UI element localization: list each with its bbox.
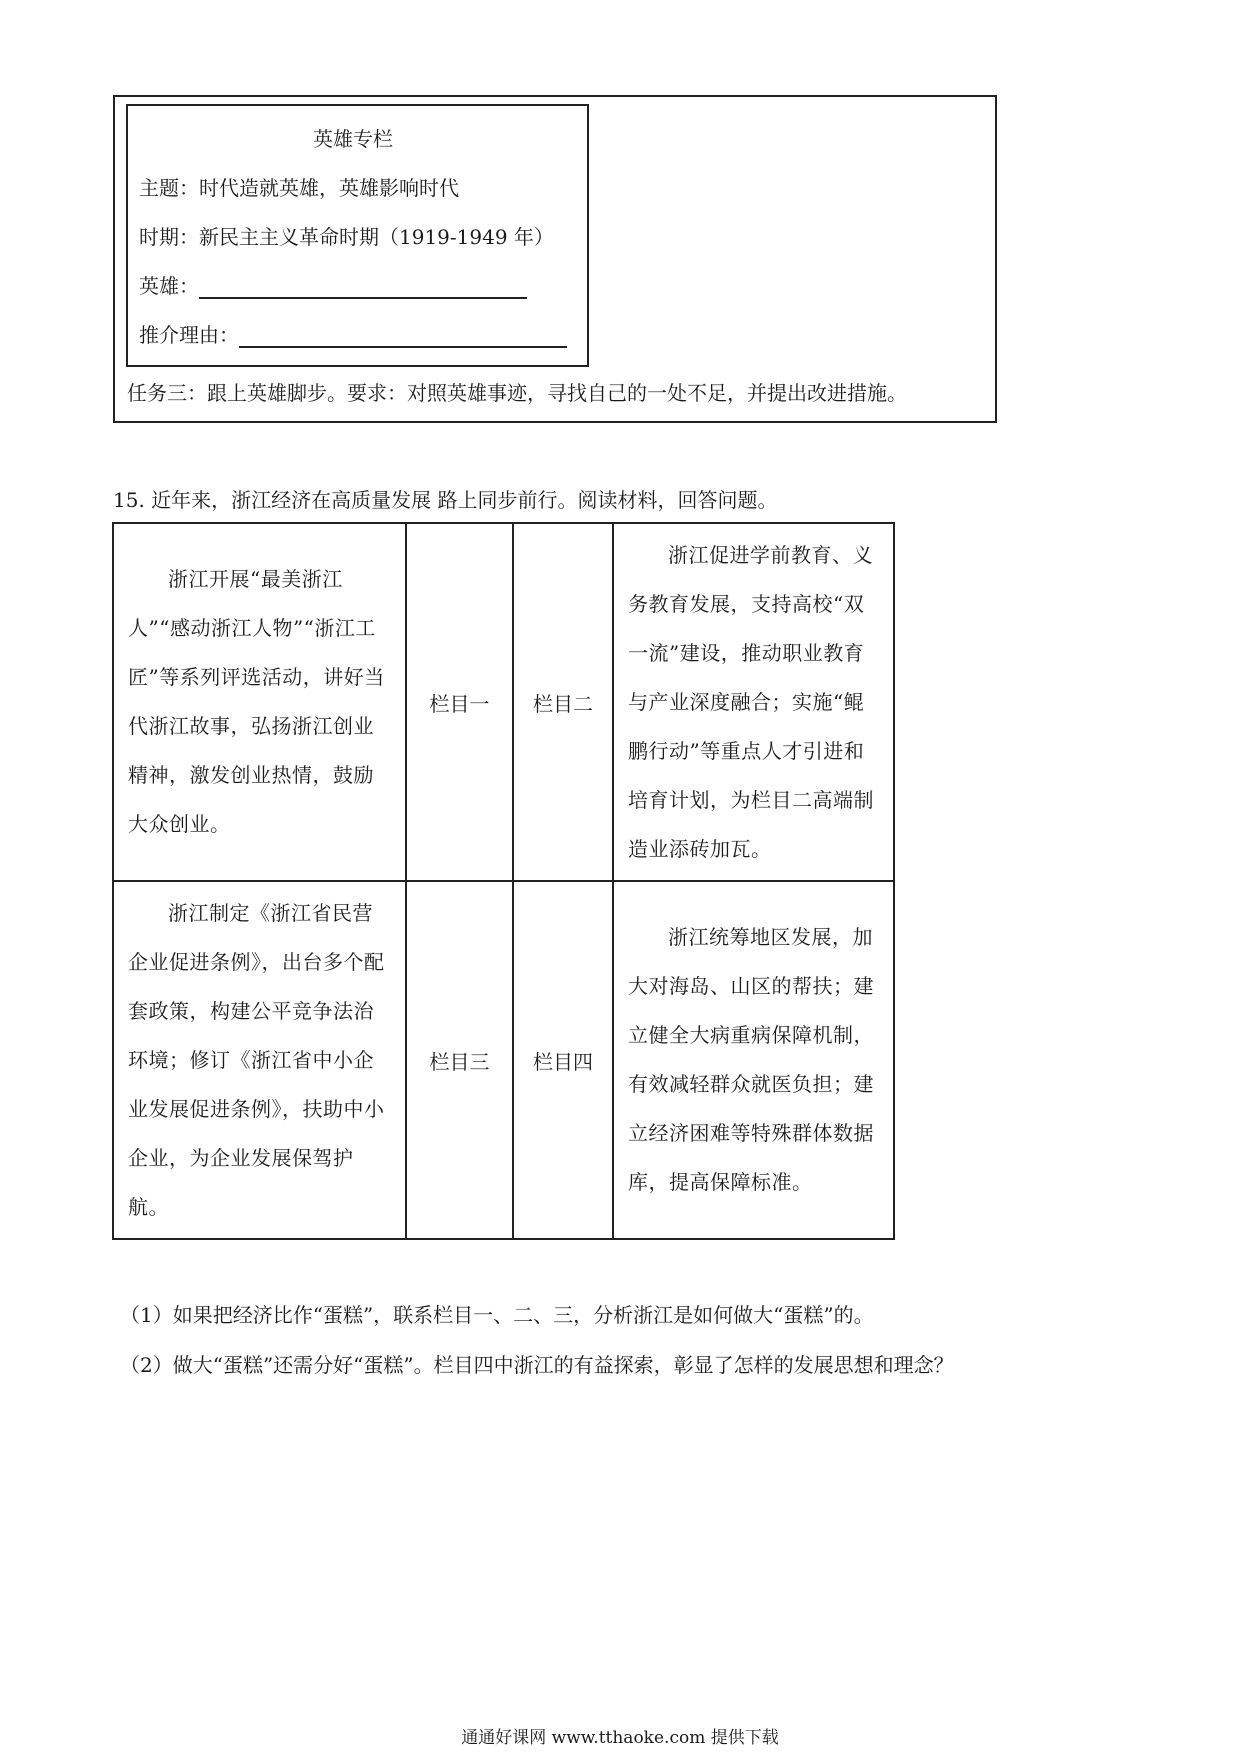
material-cell: 浙江促进学前教育、义务教育发展，支持高校“双一流”建设，推动职业教育与产业深度融合；实施“鲲鹏行动”等重点人才引进和培育计划，为栏目二高端制造业添砖加瓦。 — [613, 523, 894, 881]
column-label-cell: 栏目三 — [406, 881, 513, 1239]
table-row — [113, 523, 894, 881]
task-three-text: 任务三：跟上英雄脚步。要求：对照英雄事迹，寻找自己的一处不足，并提出改进措施。 — [127, 381, 907, 405]
reason-field-row — [139, 322, 567, 348]
reason-field-label: 推介理由： — [139, 323, 239, 347]
hero-column-title: 英雄专栏 — [313, 127, 393, 151]
material-table — [112, 522, 895, 1240]
footer-source: 通通好课网 www.tthaoke.com 提供下载 — [461, 1728, 779, 1748]
hero-field-row — [139, 273, 527, 299]
table-row — [113, 881, 894, 1239]
hero-field-label: 英雄： — [139, 274, 199, 298]
material-cell: 浙江开展“最美浙江人”“感动浙江人物”“浙江工匠”等系列评选活动，讲好当代浙江故事，弘扬浙江创业精神，激发创业热情，鼓励大众创业。 — [113, 523, 406, 881]
hero-answer-blank[interactable] — [199, 275, 527, 299]
question-15-stem: 15. 近年来，浙江经济在高质量发展 路上同步前行。阅读材料，回答问题。 — [113, 488, 778, 512]
reason-answer-blank[interactable] — [239, 324, 567, 348]
material-cell: 浙江制定《浙江省民营企业促进条例》，出台多个配套政策，构建公平竞争法治环境；修订《浙江省中小企业发展促进条例》，扶助中小企业，为企业发展保驾护航。 — [113, 881, 406, 1239]
column-label-cell: 栏目四 — [513, 881, 613, 1239]
hero-column-theme: 主题：时代造就英雄，英雄影响时代 — [139, 176, 459, 200]
material-cell: 浙江统筹地区发展，加大对海岛、山区的帮扶；建立健全大病重病保障机制，有效减轻群众就医负担；建立经济困难等特殊群体数据库，提高保障标准。 — [613, 881, 894, 1239]
hero-column-period: 时期：新民主主义革命时期（1919-1949 年） — [139, 225, 554, 249]
sub-question-2: （2）做大“蛋糕”还需分好“蛋糕”。栏目四中浙江的有益探索，彰显了怎样的发展思想和理念？ — [120, 1353, 954, 1377]
column-label-cell: 栏目一 — [406, 523, 513, 881]
sub-question-1: （1）如果把经济比作“蛋糕”，联系栏目一、二、三，分析浙江是如何做大“蛋糕”的。 — [120, 1303, 874, 1327]
column-label-cell: 栏目二 — [513, 523, 613, 881]
